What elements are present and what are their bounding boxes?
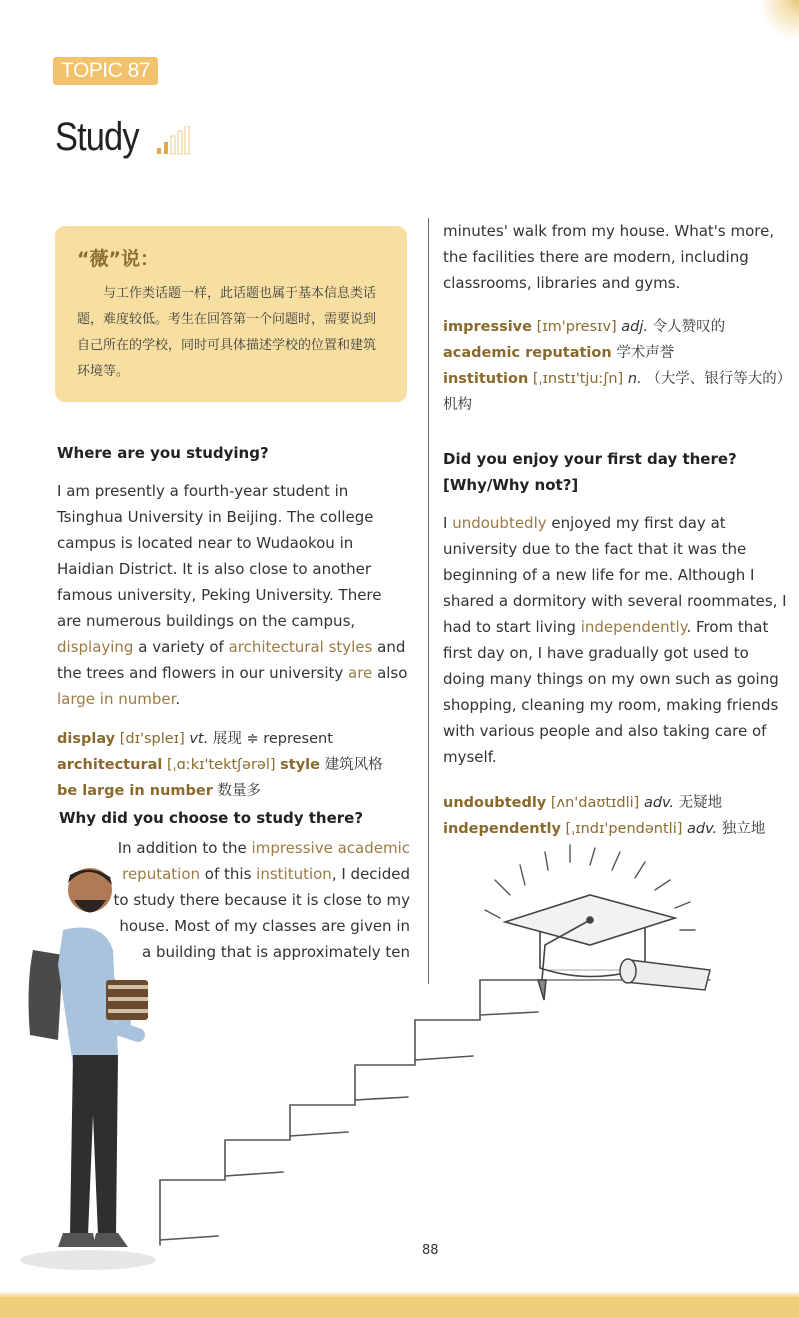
vocab-meaning: 令人赞叹的 <box>652 319 726 335</box>
answer-text: . <box>175 690 181 708</box>
vocab-pos: n. <box>627 371 642 387</box>
vocab-pos: adj. <box>621 319 649 335</box>
tip-body: 与工作类话题一样，此话题也属于基本信息类话题，难度较低。考生在回答第一个问题时，需要说到自己所在的学校，同时可具体描述学校的位置和建筑环境等。 <box>77 286 377 379</box>
vocab-meaning: 展现 ≑ represent <box>212 731 333 747</box>
vocab-meaning: 建筑风格 <box>324 757 383 773</box>
vocab-phonetic: [ˌɑːkɪ'tektʃərəl] <box>166 757 276 773</box>
highlight-term: institution <box>256 865 332 883</box>
page-corner-shade <box>759 0 799 60</box>
question-2: Why did you choose to study there? <box>59 809 364 827</box>
answer-text: of this <box>200 865 257 883</box>
vocab-pos: adv. <box>687 821 718 837</box>
answer-text: , I decided <box>331 865 410 883</box>
answer-line: a building that is approximately ten <box>142 943 410 961</box>
vocab-meaning: （大学、银行等大的）机构 <box>443 371 792 413</box>
question-1: Where are you studying? <box>57 444 269 462</box>
vocab-word: display <box>57 731 116 747</box>
vocab-word: impressive <box>443 319 532 335</box>
highlight-term: impressive academic <box>251 839 410 857</box>
vocab-word: be large in number <box>57 783 213 799</box>
answer-2-part2: minutes' walk from my house. What's more, the facilities there are modern, including classrooms, libraries and gyms. <box>443 222 775 292</box>
vocab-phonetic: [ˌɪndɪ'pendəntli] <box>565 821 683 837</box>
answer-text: . From that first day on, I have gradually got used to doing many things on my own such as going shopping, cleaning my room, making friends with various people and also taking care of myself. <box>443 618 779 766</box>
vocab-meaning: 学术声誉 <box>616 345 675 361</box>
signal-bars-icon <box>157 126 197 156</box>
student-illustration <box>18 855 158 1275</box>
vocab-item <box>57 726 409 752</box>
vocab-meaning: 无疑地 <box>678 795 723 811</box>
highlight-term: independently <box>580 618 687 636</box>
tip-box <box>55 226 407 402</box>
vocab-item <box>443 366 793 418</box>
answer-line: house. Most of my classes are given in <box>119 917 410 935</box>
vocab-meaning: 独立地 <box>721 821 766 837</box>
answer-text: and the trees and flowers in our university <box>57 638 406 682</box>
highlight-term: reputation <box>122 865 201 883</box>
answer-1 <box>57 478 409 712</box>
diploma-scroll-icon <box>620 959 710 990</box>
answer-text: I <box>443 514 453 532</box>
vocab-item <box>443 816 793 842</box>
highlight-term: undoubtedly <box>452 514 547 532</box>
vocab-word: institution <box>443 371 529 387</box>
right-column <box>443 218 793 842</box>
vocab-word: architectural <box>57 757 163 773</box>
vocab-pos: adv. <box>643 795 675 811</box>
page-title: Study <box>55 115 139 159</box>
answer-text: I am presently a fourth-year student in Tsinghua University in Beijing. The college campus is located near to Wudaokou in Haidian District. It is also close to another famous university, Peking University. There are numerous buildings on the campus, <box>57 482 382 630</box>
vocab-word: style <box>280 757 320 773</box>
answer-text: enjoyed my first day at university due to the fact that it was the beginning of a new life for me. Although I shared a dormitory with several roommates, I had to start living <box>443 514 787 636</box>
answer-text: also <box>372 664 408 682</box>
highlight-term: displaying <box>57 638 134 656</box>
tip-title: “薇”说： <box>77 248 159 270</box>
vocab-list-2 <box>443 314 793 418</box>
vocab-phonetic: [ɪm'presɪv] <box>536 319 617 335</box>
staircase-illustration <box>150 840 730 1260</box>
vocab-word: undoubtedly <box>443 795 547 811</box>
vocab-item <box>443 314 793 340</box>
vocab-list-1 <box>57 726 409 804</box>
vocab-phonetic: [ˌɪnstɪ'tjuːʃn] <box>532 371 624 387</box>
vocab-list-3 <box>443 790 793 842</box>
vocab-meaning: 数量多 <box>217 783 261 799</box>
highlight-term: large in number <box>57 690 176 708</box>
vocab-item <box>57 752 409 778</box>
vocab-item <box>443 790 793 816</box>
answer-text: a variety of <box>133 638 229 656</box>
topic-tag: TOPIC 87 <box>53 57 158 85</box>
page-number: 88 <box>422 1243 439 1258</box>
vocab-word: independently <box>443 821 561 837</box>
answer-text: In addition to the <box>117 839 252 857</box>
left-column <box>57 440 409 804</box>
bottom-band <box>0 1295 799 1317</box>
vocab-phonetic: [ʌn'daʊtɪdli] <box>550 795 640 811</box>
highlight-term: are <box>348 664 373 682</box>
vocab-word: academic reputation <box>443 345 612 361</box>
question-3: Did you enjoy your first day there? [Why/Why not?] <box>443 450 737 494</box>
vocab-item <box>57 778 409 804</box>
vocab-pos: vt. <box>189 731 209 747</box>
answer-3 <box>443 510 793 770</box>
vocab-phonetic: [dɪ'spleɪ] <box>119 731 185 747</box>
answer-line: to study there because it is close to my <box>113 891 410 909</box>
vocab-item <box>443 340 793 366</box>
highlight-term: architectural styles <box>228 638 373 656</box>
